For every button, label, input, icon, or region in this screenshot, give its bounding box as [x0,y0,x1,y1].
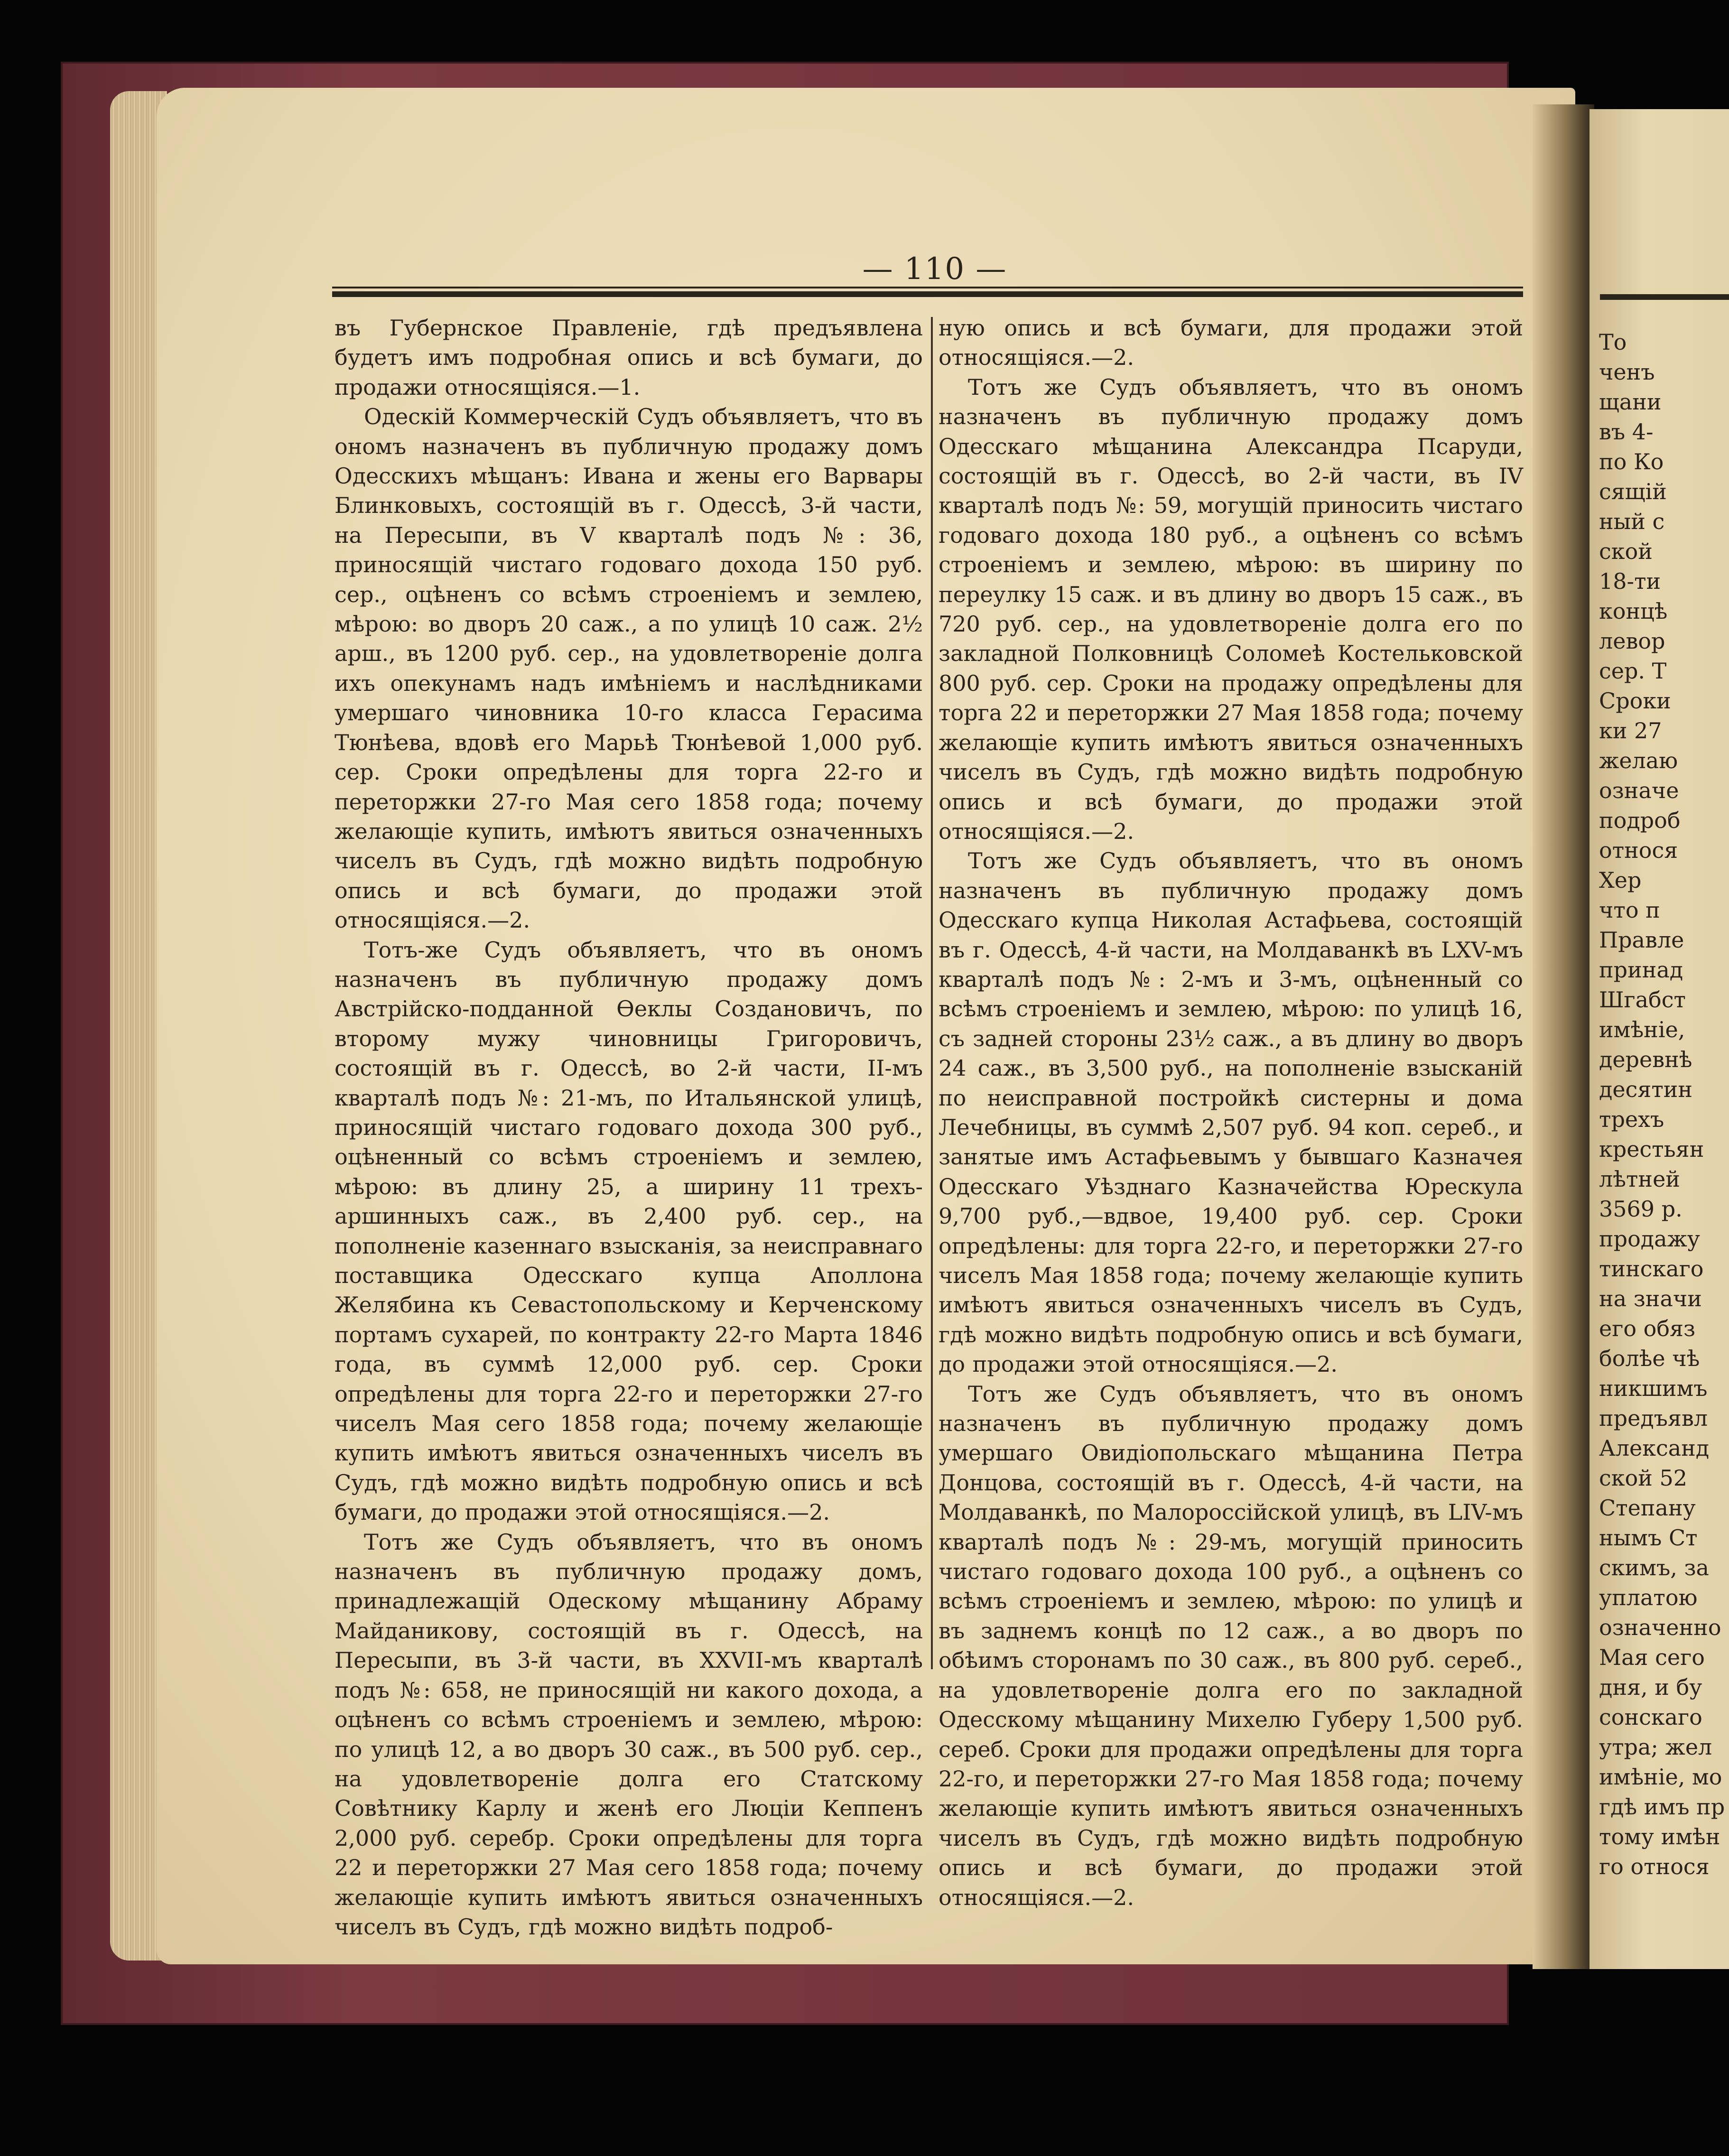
next-page-line-fragment: го относя [1599,1854,1710,1879]
book-gutter [1533,104,1594,1969]
notice-paragraph: Тотъ же Судъ объявляетъ, что въ ономъ назначенъ въ публичную продажу домъ, принадлежащій Одескому мѣщанину Абраму Майданикову, состоящій въ г. Одессѣ, на Пересыпи, въ 3-й части, въ XXVII-мъ кварталѣ подъ №: 658, не приносящій ни какого дохода, а оцѣненъ со всѣмъ строеніемъ и землею, мѣрою: по улицѣ 12, а во дворъ 30 саж., въ 500 руб. сер., на удовлетвореніе долга его Статскому Совѣтнику Карлу и женѣ его Люціи Кеппенъ 2,000 руб. серебр. Сроки опредѣлены для торга 22 и переторжки 27 Мая сего 1858 года; почему желающіе купить имѣютъ явиться означенныхъ чиселъ въ Судъ, гдѣ можно видѣть подроб- [335,1529,923,1940]
next-page-line-fragment: ченъ [1599,359,1655,385]
next-page-line-fragment: ки 27 [1599,718,1662,743]
next-page-line-fragment: тинскаго [1599,1256,1704,1282]
next-page-line-fragment: нымъ Ст [1599,1525,1698,1551]
next-page-line-fragment: ный с [1599,509,1665,534]
next-page-line-fragment: Степану [1599,1495,1696,1521]
next-page-line-fragment: имѣніе, [1599,1017,1685,1042]
notice-paragraph: Тотъ же Судъ объявляетъ, что въ ономъ назначенъ въ публичную продажу домъ умершаго Овидіопольскаго мѣщанина Петра Донцова, состоящій въ г. Одессѣ, 4-й части, на Молдаванкѣ, по Малороссійской улицѣ, въ LIV-мъ кварталѣ подъ №: 29-мъ, могущій приносить чистаго годоваго дохода 100 руб., а оцѣненъ со всѣмъ строеніемъ и землею, мѣрою: по улицѣ и въ заднемъ концѣ по 12 саж., а во дворъ по обѣимъ сторонамъ по 30 саж., въ 800 руб. сереб., на удовлетвореніе долга его по закладной Одесскому мѣщанину Михелю Губеру 1,500 руб. сереб. Сроки для продажи опредѣлены для торга 22-го, и переторжки 27-го Мая 1858 года; почему желающіе купить имѣютъ явиться означенныхъ чиселъ въ Судъ, гдѣ можно видѣть подробную опись и всѣ бумаги, до продажи этой относящіяся.—2. [939,1381,1523,1910]
next-page-column [1599,327,1729,1882]
next-page-line-fragment: желаю [1599,748,1678,773]
next-page-line-fragment: ской [1599,539,1653,564]
page-number: — 110 — [862,251,1007,287]
next-page-line-fragment: имѣніе, мо [1599,1764,1722,1790]
next-page-line-fragment: никшимъ [1599,1375,1708,1401]
column-divider [931,317,933,1669]
next-page-line-fragment: крестьян [1599,1136,1704,1162]
next-page-line-fragment: Шгабст [1599,987,1686,1013]
next-page-header-rule [1600,294,1729,300]
next-page-line-fragment: левор [1599,628,1665,654]
notice-paragraph: ную опись и всѣ бумаги, для продажи этой относящіяся.—2. [939,315,1523,371]
next-page-line-fragment: трехъ [1599,1106,1664,1132]
next-page-line-fragment: дня, и бу [1599,1674,1702,1700]
left-column [335,313,923,1942]
notice-paragraph: Одескій Коммерческій Судъ объявляетъ, что въ ономъ назначенъ въ публичную продажу домъ Одесскихъ мѣщанъ: Ивана и жены его Варвары Блинковыхъ, состоящій въ г. Одессѣ, 3-й части, на Пересыпи, въ V кварталѣ подъ №: 36, приносящій чистаго годоваго дохода 150 руб. сер., оцѣненъ со всѣмъ строеніемъ и землею, мѣрою: во дворъ 20 саж., а по улицѣ 10 саж. 2½ арш., въ 1200 руб. сер., на удовлетвореніе долга ихъ опекунамъ надъ имѣніемъ и наслѣдниками умершаго чиновника 10-го класса Герасима Тюнѣева, вдовѣ его Марьѣ Тюнѣевой 1,000 руб. сер. Сроки опредѣлены для торга 22-го и переторжки 27-го Мая сего 1858 года; почему желающіе купить, имѣютъ явиться означенныхъ чиселъ въ Судъ, гдѣ можно видѣть подробную опись и всѣ бумаги, до продажи этой относящіяся.—2. [335,404,923,933]
next-page-line-fragment: сонскаго [1599,1704,1702,1730]
next-page-line-fragment: тому имѣн [1599,1824,1720,1849]
next-page-line-fragment: сер. Т [1599,658,1667,684]
next-page-line-fragment: Мая сего [1599,1645,1705,1670]
next-page-line-fragment: сящій [1599,479,1667,504]
next-page-line-fragment: относя [1599,837,1678,863]
notice-paragraph: въ Губернское Правленіе, гдѣ предъявлена будетъ имъ подробная опись и всѣ бумаги, до продажи относящіяся.—1. [335,315,923,400]
next-page-line-fragment: лѣтней [1599,1166,1680,1192]
header-rule-thick [332,291,1523,297]
right-column [939,313,1523,1912]
next-page-line-fragment: деревнѣ [1599,1047,1692,1072]
next-page-line-fragment: утра; жел [1599,1734,1712,1760]
next-page-line-fragment: ской 52 [1599,1465,1688,1491]
notice-paragraph: Тотъ-же Судъ объявляетъ, что въ ономъ назначенъ въ публичную продажу домъ Австрійско-подданной Ѳеклы Создановичъ, по второму мужу чиновницы Григоровичъ, состоящій въ г. Одессѣ, во 2-й части, II-мъ кварталѣ подъ №: 21-мъ, по Итальянской улицѣ, приносящій чистаго годоваго дохода 300 руб., оцѣненный со всѣмъ строеніемъ и землею, мѣрою: въ длину 25, а ширину 11 трехъ-аршинныхъ саж., въ 2,400 руб. сер., на пополненіе казеннаго взысканія, за неисправнаго поставщика Одесскаго купца Аполлона Желябина къ Севастопольскому и Керченскому портамъ сухарей, по контракту 22-го Марта 1846 года, въ суммѣ 12,000 руб. сер. Сроки опредѣлены для торга 22-го и переторжки 27-го чиселъ Мая сего 1858 года; почему желающіе купить имѣютъ явиться означенныхъ чиселъ въ Судъ, гдѣ можно видѣть подробную опись и всѣ бумаги, до продажи этой относящіяся.—2. [335,937,923,1525]
next-page-line-fragment: 18-ти [1599,568,1661,594]
next-page-line-fragment: болѣе чѣ [1599,1346,1700,1371]
next-page-line-fragment: уплатою [1599,1585,1698,1610]
next-page-line-fragment: То [1599,329,1627,355]
next-page-line-fragment: его обяз [1599,1316,1696,1341]
next-page-line-fragment: по Ко [1599,449,1664,474]
notice-paragraph: Тотъ же Судъ объявляетъ, что въ ономъ назначенъ въ публичную продажу домъ Одесскаго купца Николая Астафьева, состоящій въ г. Одессѣ, 4-й части, на Молдаванкѣ въ LXV-мъ кварталѣ подъ №: 2-мъ и 3-мъ, оцѣненный со всѣмъ строеніемъ и землею, мѣрою: по улицѣ 16, съ задней стороны 23½ саж., а въ длину во дворъ 24 саж., въ 3,500 руб., на пополненіе взысканій по неисправной постройкѣ систерны и дома Лечебницы, въ суммѣ 2,507 руб. 94 коп. сереб., и занятые имъ Астафьевымъ у бывшаго Казначея Одесскаго Уѣзднаго Казначейства Юрескула 9,700 руб.,—вдвое, 19,400 руб. сер. Сроки опредѣлены: для торга 22-го, и переторжки 27-го чиселъ Мая 1858 года; почему желающіе купить имѣютъ явиться означенныхъ чиселъ въ Судъ, гдѣ можно видѣть подробную опись и всѣ бумаги, до продажи этой относящіяся.—2. [939,848,1523,1377]
next-page-line-fragment: концѣ [1599,598,1668,624]
next-page-line-fragment: принад [1599,957,1683,983]
next-page-line-fragment: продажу [1599,1226,1700,1252]
notice-paragraph: Тотъ же Судъ объявляетъ, что въ ономъ назначенъ въ публичную продажу домъ Одесскаго мѣщанина Александра Псаруди, состоящій въ г. Одессѣ, во 2-й части, въ IV кварталѣ подъ №: 59, могущій приносить чистаго годоваго дохода 180 руб., а оцѣненъ со всѣмъ строеніемъ и землею, мѣрою: въ ширину по переулку 15 саж. и въ длину во дворъ 15 саж., въ 720 руб. сер., на удовлетвореніе долга его по закладной Полковницѣ Соломеѣ Костельковской 800 руб. сер. Сроки на продажу опредѣлены для торга 22 и переторжки 27 Мая 1858 года; почему желающіе купить имѣютъ явиться означенныхъ чиселъ въ Судъ, гдѣ можно видѣть подробную опись и всѣ бумаги, до продажи этой относящіяся.—2. [939,374,1523,844]
next-page-line-fragment: скимъ, за [1599,1555,1709,1580]
next-page-line-fragment: что п [1599,897,1660,923]
next-page-line-fragment: означе [1599,778,1679,803]
next-page-line-fragment: щани [1599,389,1662,415]
next-page-line-fragment: подроб [1599,808,1681,833]
next-page-line-fragment: Хер [1599,867,1642,893]
next-page-line-fragment: Александ [1599,1435,1710,1461]
next-page-line-fragment: десятин [1599,1077,1693,1102]
next-page-line-fragment: въ 4- [1599,419,1654,445]
next-page-line-fragment: на значи [1599,1286,1702,1311]
header-rule-thin [332,287,1523,288]
next-page-line-fragment: 3569 р. [1599,1196,1683,1222]
next-page-line-fragment: Правле [1599,927,1684,953]
next-page-line-fragment: означенно [1599,1615,1721,1640]
next-page-line-fragment: гдѣ имъ пр [1599,1794,1725,1820]
next-page-line-fragment: предъявл [1599,1405,1708,1431]
next-page-line-fragment: Сроки [1599,688,1671,714]
